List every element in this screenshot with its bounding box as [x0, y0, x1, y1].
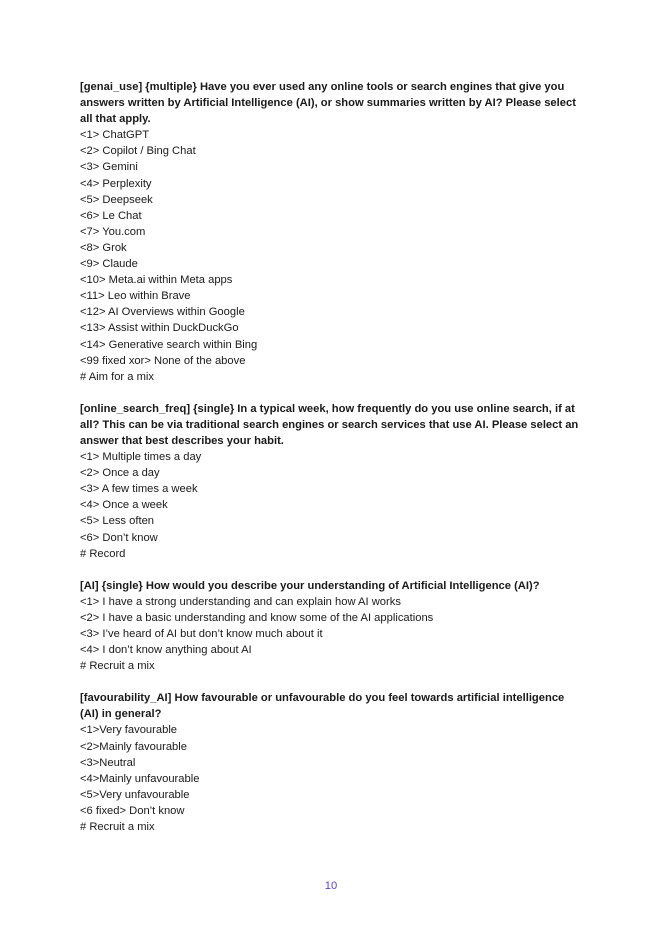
option: <13> Assist within DuckDuckGo: [80, 322, 239, 335]
question-text: [AI] {single} How would you describe your understanding of Artificial Intelligence (AI)?: [80, 579, 540, 592]
instruction-note: # Aim for a mix: [80, 370, 154, 383]
option: <10> Meta.ai within Meta apps: [80, 274, 233, 287]
question-block-favourability-ai: [80, 690, 585, 835]
option: <9> Claude: [80, 258, 138, 271]
option: <1> I have a strong understanding and can explain how AI works: [80, 595, 401, 608]
option: <6> Le Chat: [80, 209, 142, 222]
option: <4>Mainly unfavourable: [80, 772, 200, 785]
option: <2> Once a day: [80, 467, 160, 480]
page-number: 10: [324, 880, 338, 892]
instruction-note: # Recruit a mix: [80, 660, 155, 673]
option: <4> Once a week: [80, 499, 168, 512]
question-text: [online_search_freq] {single} In a typical week, how frequently do you use online search, if at all? This can be via traditional search engines or search services that use AI. Please select an answer that best describes your habit.: [80, 402, 579, 447]
option: <5>Very unfavourable: [80, 788, 190, 801]
option: <2> Copilot / Bing Chat: [80, 145, 196, 158]
option: <3> A few times a week: [80, 483, 198, 496]
option: <4> Perplexity: [80, 177, 152, 190]
instruction-note: # Record: [80, 547, 126, 560]
option: <1> Multiple times a day: [80, 451, 202, 464]
option: <1> ChatGPT: [80, 129, 150, 142]
option: <7> You.com: [80, 225, 146, 238]
option: <3> I’ve heard of AI but don’t know much about it: [80, 628, 323, 640]
option: <6> Don’t know: [80, 531, 158, 544]
option: <4> I don’t know anything about AI: [80, 644, 252, 657]
option: <3>Neutral: [80, 756, 136, 769]
option: <14> Generative search within Bing: [80, 338, 258, 351]
option: <5> Deepseek: [80, 193, 153, 206]
question-block-genai-use: [80, 79, 585, 385]
document-page: [80, 79, 585, 851]
option: <1>Very favourable: [80, 724, 178, 737]
question-text: [genai_use] {multiple} Have you ever used any online tools or search engines that give you answers written by Artificial Intelligence (AI), or show summaries written by AI? Please select all that apply.: [80, 81, 576, 126]
instruction-note: # Recruit a mix: [80, 821, 155, 834]
option: <5> Less often: [80, 515, 155, 528]
option: <2>Mainly favourable: [80, 740, 187, 753]
option: <99 fixed xor> None of the above: [80, 354, 246, 367]
option: <6 fixed> Don’t know: [80, 804, 185, 817]
question-block-ai-understanding: [80, 578, 585, 675]
option: <11> Leo within Brave: [80, 290, 191, 303]
question-block-online-search-freq: [80, 401, 585, 562]
option: <8> Grok: [80, 241, 127, 254]
option: <3> Gemini: [80, 161, 138, 174]
question-text: [favourability_AI] How favourable or unfavourable do you feel towards artificial intelligence (AI) in general?: [80, 692, 565, 721]
option: <12> AI Overviews within Google: [80, 306, 245, 319]
option: <2> I have a basic understanding and know some of the AI applications: [80, 611, 434, 624]
